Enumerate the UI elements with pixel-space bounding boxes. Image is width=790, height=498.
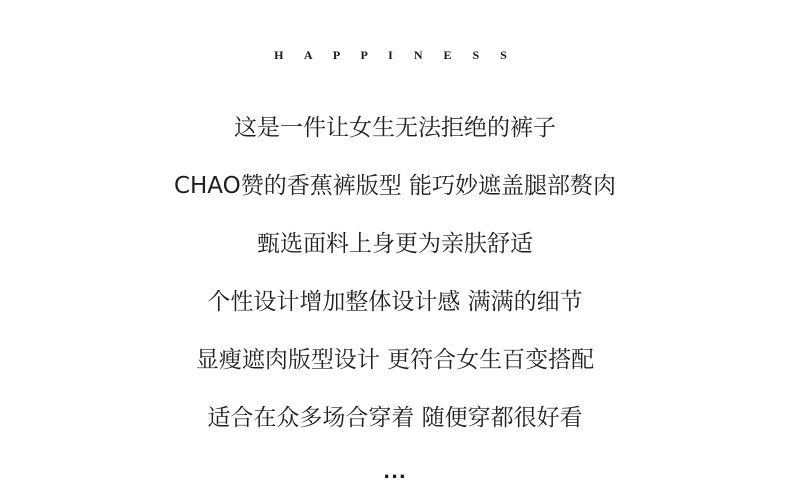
copy-line-2: CHAO赞的香蕉裤版型 能巧妙遮盖腿部赘肉 [173,173,617,199]
copy-line-5: 显瘦遮肉版型设计 更符合女生百变搭配 [195,347,595,373]
copy-line-4: 个性设计增加整体设计感 满满的细节 [207,289,583,315]
copy-line-1: 这是一件让女生无法拒绝的裤子 [234,115,556,141]
brand-heading: H A P P I N E S S [274,48,516,62]
ellipsis: ... [383,462,407,483]
copy-line-3: 甄选面料上身更为亲肤舒适 [257,231,533,257]
product-copy [0,108,790,456]
copy-line-6: 适合在众多场合穿着 随便穿都很好看 [207,405,583,431]
